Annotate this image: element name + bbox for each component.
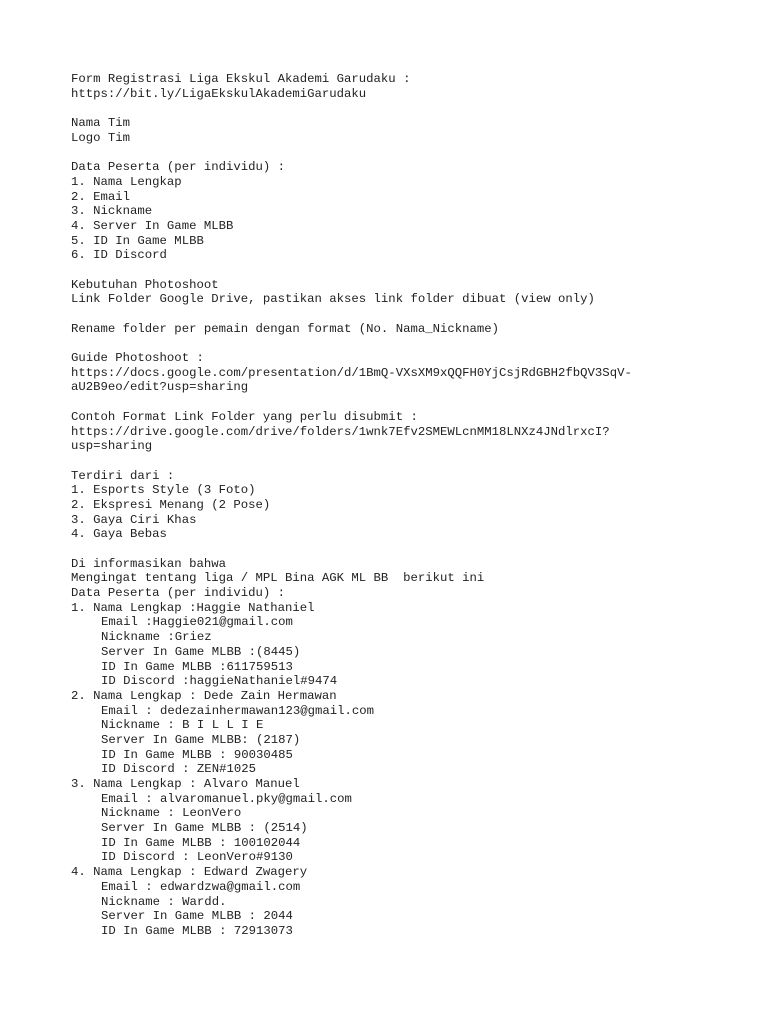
team-section (71, 116, 731, 145)
participant-field-item: 4. Server In Game MLBB (71, 218, 234, 233)
player-name: 4. Nama Lengkap : Edward Zwagery (71, 865, 308, 880)
consists-section (71, 469, 731, 542)
document-page (71, 72, 731, 939)
participant-data-title: Data Peserta (per individu) : (71, 160, 286, 175)
spacer (71, 263, 731, 278)
example-url-link-continued[interactable]: usp=sharing (71, 439, 153, 454)
guide-title: Guide Photoshoot : (71, 351, 204, 366)
rename-note: Rename folder per pemain dengan format (No. Nama_Nickname) (71, 321, 500, 336)
spacer (71, 307, 731, 322)
player-detail: ID In Game MLBB : 72913073 (101, 923, 293, 938)
spacer (71, 145, 731, 160)
spacer (71, 542, 731, 557)
player-detail: Nickname : LeonVero (101, 806, 242, 821)
info-line: Mengingat tentang liga / MPL Bina AGK ML BB berikut ini (71, 571, 485, 586)
participant-field-item: 5. ID In Game MLBB (71, 233, 204, 248)
player-detail: ID In Game MLBB : 90030485 (101, 747, 293, 762)
team-logo-label: Logo Tim (71, 130, 131, 145)
spacer (71, 336, 731, 351)
participant-field-item: 2. Email (71, 189, 131, 204)
spacer (71, 454, 731, 469)
player-detail: Email : dedezainhermawan123@gmail.com (101, 703, 375, 718)
player-name: 3. Nama Lengkap : Alvaro Manuel (71, 777, 300, 791)
player-detail: ID In Game MLBB : 100102044 (101, 835, 301, 850)
participant-fields-section (71, 160, 731, 263)
team-name-label: Nama Tim (71, 116, 131, 131)
info-section (71, 557, 731, 601)
consists-title: Terdiri dari : (71, 468, 175, 483)
consists-item: 2. Ekspresi Menang (2 Pose) (71, 497, 271, 512)
player-detail: Nickname : B I L L I E (101, 718, 264, 733)
participant-field-item: 6. ID Discord (71, 248, 167, 263)
guide-url-link-continued[interactable]: aU2B9eo/edit?usp=sharing (71, 380, 249, 395)
example-title: Contoh Format Link Folder yang perlu disubmit : (71, 409, 418, 424)
player-detail: Email : edwardzwa@gmail.com (101, 879, 301, 894)
photoshoot-section (71, 278, 731, 307)
spacer (71, 395, 731, 410)
consists-item: 3. Gaya Ciri Khas (71, 512, 197, 527)
player-entry (71, 777, 731, 865)
participant-field-item: 1. Nama Lengkap (71, 174, 182, 189)
player-detail: Server In Game MLBB: (2187) (101, 732, 301, 747)
player-detail: ID Discord : LeonVero#9130 (101, 850, 293, 865)
guide-url-link[interactable]: https://docs.google.com/presentation/d/1BmQ-VXsXM9xQQFH0YjCsjRdGBH2fbQV3SqV- (71, 365, 632, 380)
photoshoot-title: Kebutuhan Photoshoot (71, 277, 219, 292)
consists-item: 4. Gaya Bebas (71, 527, 167, 542)
player-detail: Email : alvaromanuel.pky@gmail.com (101, 791, 352, 806)
player-name: 2. Nama Lengkap : Dede Zain Hermawan (71, 688, 337, 703)
spacer (71, 101, 731, 116)
consists-item: 1. Esports Style (3 Foto) (71, 483, 256, 498)
player-entry (71, 689, 731, 777)
example-url-link[interactable]: https://drive.google.com/drive/folders/1wnk7Efv2SMEWLcnMM18LNXz4JNdlrxcI? (71, 424, 610, 439)
player-detail: ID Discord : ZEN#1025 (101, 762, 256, 777)
participant-field-item: 3. Nickname (71, 204, 153, 219)
photoshoot-link-note: Link Folder Google Drive, pastikan akses link folder dibuat (view only) (71, 292, 595, 307)
example-section (71, 410, 731, 454)
form-title-line: Form Registrasi Liga Ekskul Akademi Garudaku : (71, 72, 411, 86)
player-detail: ID Discord :haggieNathaniel#9474 (101, 674, 338, 689)
guide-section (71, 351, 731, 395)
player-name: 1. Nama Lengkap :Haggie Nathaniel (71, 600, 315, 615)
player-entry (71, 865, 731, 938)
player-detail: Nickname : Wardd. (101, 894, 227, 909)
player-detail: Server In Game MLBB : 2044 (101, 909, 293, 924)
form-url-link[interactable]: https://bit.ly/LigaEkskulAkademiGarudaku (71, 86, 367, 101)
player-detail: Server In Game MLBB : (2514) (101, 821, 308, 836)
player-detail: Email :Haggie021@gmail.com (101, 615, 293, 630)
player-detail: Nickname :Griez (101, 630, 212, 645)
info-line: Di informasikan bahwa (71, 556, 226, 571)
player-entry (71, 601, 731, 689)
player-detail: ID In Game MLBB :611759513 (101, 659, 293, 674)
info-data-title: Data Peserta (per individu) : (71, 586, 286, 601)
player-detail: Server In Game MLBB :(8445) (101, 644, 301, 659)
form-section (71, 72, 731, 101)
